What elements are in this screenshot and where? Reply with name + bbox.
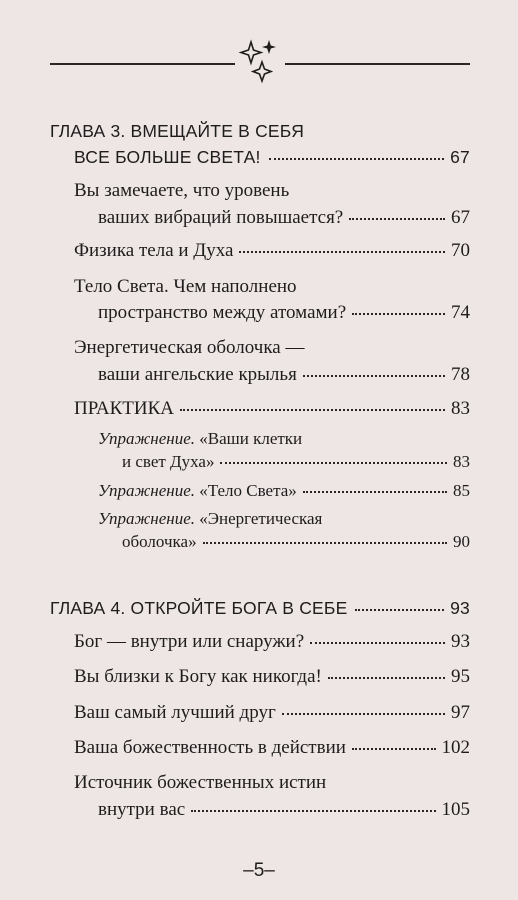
page-number: 97 [451,702,470,723]
dot-leader [355,605,444,611]
dot-leader [352,744,436,750]
toc-entry-text-line2: ваши ангельские крылья [98,364,297,385]
page-number: 105 [441,799,470,820]
exercise-title: «Ваши клетки [199,429,303,448]
toc-entry-text: Вы близки к Богу как никогда! [74,666,322,687]
dot-leader [269,154,445,160]
header-rule-left [50,63,235,65]
dot-leader [303,487,447,493]
toc-entry-text-line2: внутри вас [98,799,186,820]
toc-entry-text: Ваша божественность в действии [74,737,346,758]
toc-entry-text: Бог — внутри или снаружи? [74,631,305,652]
page-number: 93 [451,631,470,652]
page-header [50,36,470,84]
header-rule-right [285,63,470,65]
page-number: 78 [451,364,470,385]
toc-entry[interactable] [74,631,470,653]
toc-entry-chapter-3[interactable] [74,146,470,168]
toc-entry[interactable] [74,666,470,688]
toc-entry-practice[interactable] [74,398,470,420]
toc-entry-text: Ваш самый лучший друг [74,702,276,723]
chapter-3-title-line2: ВСЕ БОЛЬШЕ СВЕТА! [74,147,261,167]
toc-entry[interactable] [74,737,470,759]
toc-entry-text-line1: Энергетическая оболочка — [74,337,305,358]
exercise-label: Упражнение. [98,481,195,500]
exercise-line1 [98,480,297,502]
toc-entry[interactable] [74,702,470,724]
page-number: 83 [453,452,470,471]
page-number: 67 [450,147,470,167]
toc-entry-exercise[interactable] [98,480,470,502]
toc-entry[interactable] [98,207,470,229]
page-number: 70 [451,240,470,261]
exercise-line1 [98,428,302,450]
page-number: 90 [453,532,470,551]
page-number: 95 [451,666,470,687]
toc-entry[interactable] [98,799,470,821]
toc-entry-exercise[interactable] [122,531,470,553]
toc-entry-text-line1: Вы замечаете, что уровень [74,180,290,201]
stars-ornament-icon [235,36,285,84]
dot-leader [191,806,435,812]
exercise-line1 [98,508,322,530]
page-number: 67 [451,207,470,228]
toc-entry-text: ПРАКТИКА [74,398,174,419]
dot-leader [203,538,447,544]
toc-entry-text: Физика тела и Духа [74,240,234,261]
toc-entry[interactable] [98,364,470,386]
dot-leader [349,214,445,220]
dot-leader [303,371,445,377]
exercise-label: Упражнение. [98,429,195,448]
dot-leader [220,458,447,464]
toc-entry-text-line1: Тело Света. Чем наполнено [74,276,297,297]
page-number: 93 [450,598,470,618]
exercise-title-line2: оболочка» [122,532,197,551]
page-number: 85 [453,481,470,500]
exercise-label: Упражнение. [98,509,195,528]
toc-entry[interactable] [98,302,470,324]
dot-leader [310,638,445,644]
page-number: 74 [451,302,470,323]
page-number: 83 [451,398,470,419]
chapter-3-title-line1: ГЛАВА 3. ВМЕЩАЙТЕ В СЕБЯ [50,121,305,141]
exercise-title: «Энергетическая [199,509,323,528]
page-number: 102 [441,737,470,758]
dot-leader [352,309,445,315]
exercise-title: «Тело Света» [199,481,297,500]
dot-leader [328,673,445,679]
toc-entry-exercise[interactable] [122,451,470,473]
toc-entry-text-line2: ваших вибраций повышается? [98,207,344,228]
chapter-4-title: ГЛАВА 4. ОТКРОЙТЕ БОГА В СЕБЕ [50,598,348,618]
dot-leader [239,247,445,253]
toc-entry-text-line1: Источник божественных истин [74,772,327,793]
dot-leader [180,405,445,411]
footer-page-number: –5– [243,860,275,881]
toc-entry-text-line2: пространство между атомами? [98,302,347,323]
exercise-title-line2: и свет Духа» [122,452,215,471]
toc-entry[interactable] [74,240,470,262]
toc-entry-chapter-4[interactable] [50,597,470,619]
dot-leader [282,709,445,715]
